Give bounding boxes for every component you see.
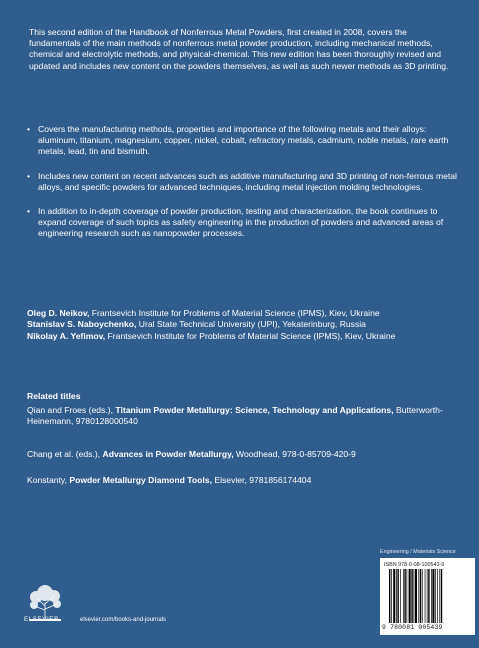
- isbn-label: ISBN 978-0-08-100543-9: [384, 562, 445, 568]
- related-book-title: Titanium Powder Metallurgy: Science, Technology and Applications,: [115, 405, 394, 415]
- author-affiliation: Ural State Technical University (UPI), Yekaterinburg, Russia: [136, 319, 366, 330]
- author-entry: [27, 308, 472, 319]
- author-entry: [27, 319, 472, 330]
- author-name: Nikolay A. Yefimov,: [27, 330, 106, 341]
- feature-list: [27, 124, 459, 253]
- publisher-logo-text: ELSEVIER: [24, 616, 60, 623]
- publisher-url[interactable]: elsevier.com/books-and-journals: [80, 617, 167, 623]
- related-publisher: Elsevier, 9781856174404: [211, 475, 312, 485]
- related-titles-heading: Related titles: [27, 391, 81, 401]
- related-editors: Qian and Froes (eds.),: [27, 405, 116, 415]
- related-title-entry: [27, 449, 467, 460]
- author-affiliation: Frantsevich Institute for Problems of Material Science (IPMS), Kiev, Ukraine: [105, 330, 396, 341]
- author-affiliation: Frantsevich Institute for Problems of Material Science (IPMS), Kiev, Ukraine: [89, 308, 380, 318]
- barcode-number: 9 780081 005439: [382, 624, 443, 631]
- author-name: Stanislav S. Naboychenko,: [27, 319, 137, 330]
- related-book-title: Advances in Powder Metallurgy,: [102, 449, 234, 459]
- related-editors: Chang et al. (eds.),: [27, 449, 103, 459]
- related-title-entry: [27, 475, 467, 486]
- related-publisher: Woodhead, 978-0-85709-420-9: [233, 449, 356, 459]
- feature-item: [27, 124, 459, 158]
- feature-text: Covers the manufacturing methods, properties and importance of the following metals and their alloys: aluminum, titanium, magnesium, copper, nickel, cobalt, refractory metals, cadmium, noble metals, rare earth metals, lead, tin and bismuth.: [38, 124, 449, 157]
- related-book-title: Powder Metallurgy Diamond Tools,: [69, 475, 212, 485]
- related-title-entry: [27, 405, 467, 428]
- author-name: Oleg D. Neikov,: [27, 308, 90, 318]
- bullet-symbol: •: [27, 170, 31, 181]
- barcode-icon: [388, 569, 469, 623]
- author-entry: [27, 331, 472, 342]
- feature-item: [27, 171, 459, 193]
- related-editors: Konstanty,: [27, 475, 70, 485]
- bullet-symbol: •: [27, 206, 31, 217]
- subject-category: Engineering / Materials Science: [380, 549, 456, 555]
- intro-paragraph: This second edition of the Handbook of Nonferrous Metal Powders, first created in 2008, covers the fundamentals of the main methods of nonferrous metal powder production, including mechanical methods, chemical and electrolytic methods, and physical-chemical. This new edition has been thoroughly revised and updated and includes new content on the powders themselves, as well as such newer methods as 3D printing.: [29, 27, 449, 71]
- feature-text: In addition to in-depth coverage of powder production, testing and characterization, the book continues to expand coverage of such topics as safety engineering in the production of powders and advanced areas of engineering research such as nanopowder processes.: [38, 206, 444, 239]
- author-list: [27, 308, 472, 342]
- feature-text: Includes new content on recent advances such as additive manufacturing and 3D printing of non-ferrous metal alloys, and specific powders for advanced techniques, including metal injection molding technologies.: [38, 170, 457, 192]
- bullet-symbol: •: [27, 124, 31, 134]
- related-publisher: Butterworth-Heinemann, 9780128000540: [27, 405, 443, 427]
- feature-item: [27, 206, 459, 240]
